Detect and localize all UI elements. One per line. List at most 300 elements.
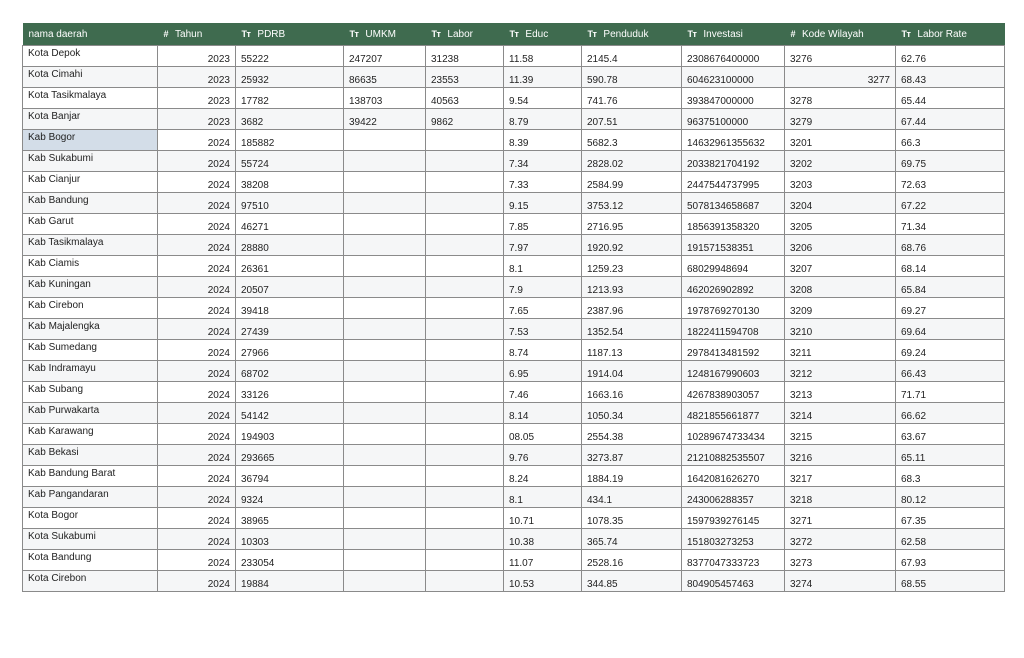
cell-investasi[interactable]: 4821855661877 [682, 403, 785, 424]
cell-labor-rate[interactable]: 67.93 [896, 550, 1005, 571]
cell-educ[interactable]: 7.34 [504, 151, 582, 172]
cell-labor[interactable]: 23553 [426, 67, 504, 88]
cell-nama-daerah[interactable]: Kab Bandung Barat [23, 466, 158, 487]
cell-penduduk[interactable]: 344.85 [582, 571, 682, 592]
column-header-pdrb[interactable] [236, 23, 344, 46]
cell-umkm[interactable] [344, 172, 426, 193]
cell-tahun[interactable]: 2024 [158, 382, 236, 403]
cell-labor[interactable] [426, 214, 504, 235]
cell-tahun[interactable]: 2024 [158, 529, 236, 550]
cell-educ[interactable]: 8.14 [504, 403, 582, 424]
cell-educ[interactable]: 7.9 [504, 277, 582, 298]
cell-tahun[interactable]: 2024 [158, 466, 236, 487]
cell-labor[interactable] [426, 319, 504, 340]
table-row [23, 214, 1005, 235]
cell-tahun[interactable]: 2024 [158, 487, 236, 508]
cell-pdrb[interactable]: 38965 [236, 508, 344, 529]
table-row [23, 109, 1005, 130]
cell-tahun[interactable]: 2024 [158, 256, 236, 277]
cell-pdrb[interactable]: 27439 [236, 319, 344, 340]
cell-kode-wilayah[interactable]: 3205 [785, 214, 896, 235]
cell-investasi[interactable]: 2978413481592 [682, 340, 785, 361]
cell-nama-daerah[interactable]: Kota Sukabumi [23, 529, 158, 550]
cell-educ[interactable]: 7.85 [504, 214, 582, 235]
cell-penduduk[interactable]: 207.51 [582, 109, 682, 130]
table-row [23, 487, 1005, 508]
cell-labor-rate[interactable]: 65.44 [896, 88, 1005, 109]
cell-educ[interactable]: 7.46 [504, 382, 582, 403]
number-type-icon: # [790, 28, 796, 39]
column-header-labor-rate[interactable] [896, 23, 1005, 46]
cell-pdrb[interactable]: 68702 [236, 361, 344, 382]
cell-labor-rate[interactable]: 66.43 [896, 361, 1005, 382]
cell-nama-daerah[interactable]: Kota Banjar [23, 109, 158, 130]
cell-tahun[interactable]: 2024 [158, 298, 236, 319]
cell-umkm[interactable] [344, 361, 426, 382]
cell-umkm[interactable] [344, 382, 426, 403]
cell-kode-wilayah[interactable]: 3276 [785, 46, 896, 67]
column-header-labor[interactable] [426, 23, 504, 46]
cell-nama-daerah[interactable]: Kab Kuningan [23, 277, 158, 298]
cell-labor-rate[interactable]: 71.71 [896, 382, 1005, 403]
cell-nama-daerah[interactable]: Kab Cianjur [23, 172, 158, 193]
cell-tahun[interactable]: 2024 [158, 571, 236, 592]
table-row [23, 67, 1005, 88]
table-row [23, 361, 1005, 382]
cell-educ[interactable]: 9.76 [504, 445, 582, 466]
column-header-investasi[interactable] [682, 23, 785, 46]
cell-labor[interactable] [426, 550, 504, 571]
cell-tahun[interactable]: 2024 [158, 193, 236, 214]
cell-pdrb[interactable]: 28880 [236, 235, 344, 256]
cell-tahun[interactable]: 2024 [158, 424, 236, 445]
cell-umkm[interactable] [344, 466, 426, 487]
cell-penduduk[interactable]: 1187.13 [582, 340, 682, 361]
cell-investasi[interactable]: 804905457463 [682, 571, 785, 592]
cell-tahun[interactable]: 2024 [158, 130, 236, 151]
table-row [23, 193, 1005, 214]
cell-labor-rate[interactable]: 68.55 [896, 571, 1005, 592]
header-row [23, 23, 1005, 46]
column-header-educ[interactable] [504, 23, 582, 46]
cell-pdrb[interactable]: 10303 [236, 529, 344, 550]
cell-labor[interactable]: 40563 [426, 88, 504, 109]
cell-penduduk[interactable]: 2387.96 [582, 298, 682, 319]
cell-pdrb[interactable]: 97510 [236, 193, 344, 214]
cell-labor-rate[interactable]: 63.67 [896, 424, 1005, 445]
cell-pdrb[interactable]: 20507 [236, 277, 344, 298]
cell-labor-rate[interactable]: 66.62 [896, 403, 1005, 424]
cell-penduduk[interactable]: 1078.35 [582, 508, 682, 529]
cell-investasi[interactable]: 191571538351 [682, 235, 785, 256]
cell-labor[interactable]: 31238 [426, 46, 504, 67]
cell-labor[interactable] [426, 508, 504, 529]
table-row [23, 382, 1005, 403]
cell-penduduk[interactable]: 1050.34 [582, 403, 682, 424]
table-body [23, 46, 1005, 592]
cell-kode-wilayah[interactable]: 3215 [785, 424, 896, 445]
cell-pdrb[interactable]: 194903 [236, 424, 344, 445]
cell-tahun[interactable]: 2024 [158, 151, 236, 172]
cell-educ[interactable]: 8.24 [504, 466, 582, 487]
cell-pdrb[interactable]: 27966 [236, 340, 344, 361]
cell-pdrb[interactable]: 55222 [236, 46, 344, 67]
cell-nama-daerah[interactable]: Kota Bandung [23, 550, 158, 571]
cell-kode-wilayah[interactable]: 3272 [785, 529, 896, 550]
cell-labor[interactable] [426, 361, 504, 382]
cell-investasi[interactable]: 2447544737995 [682, 172, 785, 193]
cell-kode-wilayah[interactable]: 3211 [785, 340, 896, 361]
column-header-penduduk[interactable] [582, 23, 682, 46]
cell-penduduk[interactable]: 434.1 [582, 487, 682, 508]
data-table [22, 23, 1005, 592]
cell-labor[interactable] [426, 487, 504, 508]
cell-kode-wilayah[interactable]: 3206 [785, 235, 896, 256]
cell-educ[interactable]: 11.07 [504, 550, 582, 571]
cell-kode-wilayah[interactable]: 3216 [785, 445, 896, 466]
cell-pdrb[interactable]: 38208 [236, 172, 344, 193]
cell-labor-rate[interactable]: 68.14 [896, 256, 1005, 277]
cell-pdrb[interactable]: 293665 [236, 445, 344, 466]
column-header-kode-wilayah[interactable] [785, 23, 896, 46]
cell-labor-rate[interactable]: 69.24 [896, 340, 1005, 361]
cell-kode-wilayah[interactable]: 3217 [785, 466, 896, 487]
cell-umkm[interactable] [344, 130, 426, 151]
cell-investasi[interactable]: 1642081626270 [682, 466, 785, 487]
cell-labor-rate[interactable]: 71.34 [896, 214, 1005, 235]
cell-penduduk[interactable]: 2584.99 [582, 172, 682, 193]
cell-penduduk[interactable]: 2528.16 [582, 550, 682, 571]
cell-penduduk[interactable]: 2828.02 [582, 151, 682, 172]
cell-umkm[interactable] [344, 256, 426, 277]
cell-educ[interactable]: 7.65 [504, 298, 582, 319]
cell-penduduk[interactable]: 1914.04 [582, 361, 682, 382]
cell-educ[interactable]: 08.05 [504, 424, 582, 445]
cell-pdrb[interactable]: 54142 [236, 403, 344, 424]
cell-kode-wilayah[interactable]: 3203 [785, 172, 896, 193]
column-header-label: Tahun [175, 28, 203, 40]
cell-tahun[interactable]: 2024 [158, 403, 236, 424]
cell-labor-rate[interactable]: 68.76 [896, 235, 1005, 256]
cell-investasi[interactable]: 2308676400000 [682, 46, 785, 67]
cell-kode-wilayah[interactable]: 3279 [785, 109, 896, 130]
table-row [23, 529, 1005, 550]
cell-tahun[interactable]: 2023 [158, 46, 236, 67]
cell-penduduk[interactable]: 365.74 [582, 529, 682, 550]
cell-penduduk[interactable]: 590.78 [582, 67, 682, 88]
cell-nama-daerah[interactable]: Kota Cirebon [23, 571, 158, 592]
cell-nama-daerah[interactable]: Kota Bogor [23, 508, 158, 529]
cell-educ[interactable]: 10.71 [504, 508, 582, 529]
cell-pdrb[interactable]: 25932 [236, 67, 344, 88]
cell-investasi[interactable]: 393847000000 [682, 88, 785, 109]
cell-penduduk[interactable]: 3753.12 [582, 193, 682, 214]
cell-nama-daerah[interactable]: Kab Garut [23, 214, 158, 235]
cell-labor-rate[interactable]: 66.3 [896, 130, 1005, 151]
cell-labor-rate[interactable]: 67.35 [896, 508, 1005, 529]
cell-pdrb[interactable]: 17782 [236, 88, 344, 109]
table-row [23, 550, 1005, 571]
cell-labor[interactable] [426, 256, 504, 277]
cell-labor-rate[interactable]: 80.12 [896, 487, 1005, 508]
cell-nama-daerah[interactable]: Kab Purwakarta [23, 403, 158, 424]
cell-kode-wilayah[interactable]: 3212 [785, 361, 896, 382]
cell-labor[interactable] [426, 424, 504, 445]
cell-pdrb[interactable]: 233054 [236, 550, 344, 571]
cell-umkm[interactable] [344, 445, 426, 466]
cell-pdrb[interactable]: 26361 [236, 256, 344, 277]
cell-kode-wilayah[interactable]: 3277 [785, 67, 896, 88]
cell-pdrb[interactable]: 9324 [236, 487, 344, 508]
table-row [23, 130, 1005, 151]
cell-labor[interactable] [426, 529, 504, 550]
cell-umkm[interactable] [344, 508, 426, 529]
cell-educ[interactable]: 10.53 [504, 571, 582, 592]
cell-investasi[interactable]: 5078134658687 [682, 193, 785, 214]
cell-educ[interactable]: 8.1 [504, 256, 582, 277]
cell-tahun[interactable]: 2024 [158, 361, 236, 382]
cell-labor-rate[interactable]: 69.27 [896, 298, 1005, 319]
cell-nama-daerah[interactable]: Kab Majalengka [23, 319, 158, 340]
cell-labor-rate[interactable]: 72.63 [896, 172, 1005, 193]
cell-umkm[interactable] [344, 550, 426, 571]
table-row [23, 235, 1005, 256]
cell-penduduk[interactable]: 2145.4 [582, 46, 682, 67]
cell-penduduk[interactable]: 1663.16 [582, 382, 682, 403]
cell-educ[interactable]: 11.58 [504, 46, 582, 67]
cell-tahun[interactable]: 2023 [158, 67, 236, 88]
cell-labor-rate[interactable]: 62.76 [896, 46, 1005, 67]
cell-kode-wilayah[interactable]: 3202 [785, 151, 896, 172]
cell-investasi[interactable]: 8377047333723 [682, 550, 785, 571]
cell-educ[interactable]: 8.79 [504, 109, 582, 130]
cell-educ[interactable]: 10.38 [504, 529, 582, 550]
cell-labor[interactable] [426, 193, 504, 214]
cell-penduduk[interactable]: 741.76 [582, 88, 682, 109]
cell-labor-rate[interactable]: 69.75 [896, 151, 1005, 172]
column-header-umkm[interactable] [344, 23, 426, 46]
cell-labor[interactable] [426, 172, 504, 193]
text-type-icon: Tт [587, 28, 597, 39]
cell-labor[interactable] [426, 571, 504, 592]
cell-kode-wilayah[interactable]: 3273 [785, 550, 896, 571]
cell-tahun[interactable]: 2024 [158, 445, 236, 466]
cell-labor-rate[interactable]: 67.22 [896, 193, 1005, 214]
cell-nama-daerah[interactable]: Kab Karawang [23, 424, 158, 445]
cell-umkm[interactable] [344, 571, 426, 592]
cell-labor[interactable]: 9862 [426, 109, 504, 130]
cell-labor[interactable] [426, 445, 504, 466]
cell-umkm[interactable] [344, 403, 426, 424]
cell-educ[interactable]: 7.33 [504, 172, 582, 193]
cell-investasi[interactable]: 1856391358320 [682, 214, 785, 235]
cell-penduduk[interactable]: 2716.95 [582, 214, 682, 235]
cell-nama-daerah[interactable]: Kab Indramayu [23, 361, 158, 382]
cell-nama-daerah[interactable]: Kota Tasikmalaya [23, 88, 158, 109]
cell-penduduk[interactable]: 3273.87 [582, 445, 682, 466]
cell-investasi[interactable]: 2033821704192 [682, 151, 785, 172]
cell-educ[interactable]: 6.95 [504, 361, 582, 382]
cell-nama-daerah[interactable]: Kab Sukabumi [23, 151, 158, 172]
cell-labor[interactable] [426, 151, 504, 172]
cell-umkm[interactable] [344, 424, 426, 445]
cell-investasi[interactable]: 14632961355632 [682, 130, 785, 151]
cell-labor-rate[interactable]: 62.58 [896, 529, 1005, 550]
cell-umkm[interactable] [344, 151, 426, 172]
column-header-label: Kode Wilayah [802, 28, 864, 40]
cell-labor-rate[interactable]: 65.11 [896, 445, 1005, 466]
cell-educ[interactable]: 8.74 [504, 340, 582, 361]
cell-tahun[interactable]: 2024 [158, 214, 236, 235]
cell-educ[interactable]: 9.54 [504, 88, 582, 109]
cell-tahun[interactable]: 2024 [158, 508, 236, 529]
spreadsheet-container [22, 23, 1004, 592]
cell-nama-daerah[interactable]: Kab Bogor [23, 130, 158, 151]
column-header-label: Labor Rate [917, 28, 967, 40]
number-type-icon: # [163, 28, 169, 39]
table-row [23, 466, 1005, 487]
cell-kode-wilayah[interactable]: 3209 [785, 298, 896, 319]
cell-nama-daerah[interactable]: Kab Bekasi [23, 445, 158, 466]
cell-tahun[interactable]: 2024 [158, 550, 236, 571]
cell-kode-wilayah[interactable]: 3210 [785, 319, 896, 340]
cell-pdrb[interactable]: 46271 [236, 214, 344, 235]
cell-pdrb[interactable]: 3682 [236, 109, 344, 130]
table-row [23, 424, 1005, 445]
cell-investasi[interactable]: 604623100000 [682, 67, 785, 88]
cell-nama-daerah[interactable]: Kota Depok [23, 46, 158, 67]
cell-pdrb[interactable]: 185882 [236, 130, 344, 151]
cell-investasi[interactable]: 21210882535507 [682, 445, 785, 466]
cell-umkm[interactable] [344, 298, 426, 319]
cell-investasi[interactable]: 462026902892 [682, 277, 785, 298]
cell-investasi[interactable]: 151803273253 [682, 529, 785, 550]
column-header-label: PDRB [257, 28, 286, 40]
cell-tahun[interactable]: 2023 [158, 88, 236, 109]
cell-labor[interactable] [426, 340, 504, 361]
cell-investasi[interactable]: 96375100000 [682, 109, 785, 130]
column-header-label: Educ [525, 28, 549, 40]
cell-investasi[interactable]: 1822411594708 [682, 319, 785, 340]
cell-educ[interactable]: 7.53 [504, 319, 582, 340]
cell-kode-wilayah[interactable]: 3208 [785, 277, 896, 298]
column-header-tahun[interactable] [158, 23, 236, 46]
cell-kode-wilayah[interactable]: 3218 [785, 487, 896, 508]
cell-kode-wilayah[interactable]: 3213 [785, 382, 896, 403]
cell-labor[interactable] [426, 277, 504, 298]
cell-nama-daerah[interactable]: Kab Sumedang [23, 340, 158, 361]
cell-nama-daerah[interactable]: Kab Ciamis [23, 256, 158, 277]
cell-labor-rate[interactable]: 69.64 [896, 319, 1005, 340]
cell-investasi[interactable]: 1978769270130 [682, 298, 785, 319]
cell-umkm[interactable] [344, 487, 426, 508]
cell-educ[interactable]: 8.1 [504, 487, 582, 508]
cell-kode-wilayah[interactable]: 3204 [785, 193, 896, 214]
cell-nama-daerah[interactable]: Kab Pangandaran [23, 487, 158, 508]
cell-kode-wilayah[interactable]: 3271 [785, 508, 896, 529]
column-header-nama-daerah[interactable] [23, 23, 158, 46]
cell-penduduk[interactable]: 2554.38 [582, 424, 682, 445]
cell-labor-rate[interactable]: 68.43 [896, 67, 1005, 88]
cell-umkm[interactable] [344, 193, 426, 214]
cell-educ[interactable]: 8.39 [504, 130, 582, 151]
cell-labor[interactable] [426, 382, 504, 403]
cell-pdrb[interactable]: 19884 [236, 571, 344, 592]
cell-penduduk[interactable]: 5682.3 [582, 130, 682, 151]
cell-labor-rate[interactable]: 68.3 [896, 466, 1005, 487]
cell-tahun[interactable]: 2024 [158, 235, 236, 256]
cell-educ[interactable]: 9.15 [504, 193, 582, 214]
table-row [23, 172, 1005, 193]
cell-kode-wilayah[interactable]: 3201 [785, 130, 896, 151]
cell-penduduk[interactable]: 1259.23 [582, 256, 682, 277]
cell-nama-daerah[interactable]: Kab Tasikmalaya [23, 235, 158, 256]
cell-tahun[interactable]: 2023 [158, 109, 236, 130]
cell-labor[interactable] [426, 403, 504, 424]
cell-penduduk[interactable]: 1920.92 [582, 235, 682, 256]
table-row [23, 46, 1005, 67]
cell-educ[interactable]: 11.39 [504, 67, 582, 88]
cell-labor[interactable] [426, 298, 504, 319]
cell-labor[interactable] [426, 130, 504, 151]
cell-kode-wilayah[interactable]: 3274 [785, 571, 896, 592]
cell-pdrb[interactable]: 36794 [236, 466, 344, 487]
cell-umkm[interactable] [344, 214, 426, 235]
cell-umkm[interactable] [344, 235, 426, 256]
cell-umkm[interactable] [344, 340, 426, 361]
text-type-icon: Tт [509, 28, 519, 39]
cell-tahun[interactable]: 2024 [158, 277, 236, 298]
cell-penduduk[interactable]: 1213.93 [582, 277, 682, 298]
cell-investasi[interactable]: 243006288357 [682, 487, 785, 508]
cell-penduduk[interactable]: 1352.54 [582, 319, 682, 340]
cell-nama-daerah[interactable]: Kab Bandung [23, 193, 158, 214]
cell-umkm[interactable] [344, 319, 426, 340]
cell-investasi[interactable]: 1597939276145 [682, 508, 785, 529]
cell-labor[interactable] [426, 466, 504, 487]
cell-labor[interactable] [426, 235, 504, 256]
cell-pdrb[interactable]: 39418 [236, 298, 344, 319]
text-type-icon: Tт [349, 28, 359, 39]
cell-umkm[interactable]: 86635 [344, 67, 426, 88]
cell-umkm[interactable] [344, 529, 426, 550]
cell-penduduk[interactable]: 1884.19 [582, 466, 682, 487]
cell-pdrb[interactable]: 33126 [236, 382, 344, 403]
cell-investasi[interactable]: 10289674733434 [682, 424, 785, 445]
cell-nama-daerah[interactable]: Kab Cirebon [23, 298, 158, 319]
cell-nama-daerah[interactable]: Kab Subang [23, 382, 158, 403]
cell-pdrb[interactable]: 55724 [236, 151, 344, 172]
cell-kode-wilayah[interactable]: 3214 [785, 403, 896, 424]
cell-tahun[interactable]: 2024 [158, 172, 236, 193]
cell-investasi[interactable]: 4267838903057 [682, 382, 785, 403]
cell-umkm[interactable]: 247207 [344, 46, 426, 67]
cell-labor-rate[interactable]: 67.44 [896, 109, 1005, 130]
cell-investasi[interactable]: 1248167990603 [682, 361, 785, 382]
cell-educ[interactable]: 7.97 [504, 235, 582, 256]
cell-kode-wilayah[interactable]: 3207 [785, 256, 896, 277]
cell-umkm[interactable]: 138703 [344, 88, 426, 109]
cell-umkm[interactable] [344, 277, 426, 298]
table-row [23, 277, 1005, 298]
cell-umkm[interactable]: 39422 [344, 109, 426, 130]
cell-tahun[interactable]: 2024 [158, 319, 236, 340]
cell-investasi[interactable]: 68029948694 [682, 256, 785, 277]
cell-labor-rate[interactable]: 65.84 [896, 277, 1005, 298]
cell-tahun[interactable]: 2024 [158, 340, 236, 361]
cell-nama-daerah[interactable]: Kota Cimahi [23, 67, 158, 88]
cell-kode-wilayah[interactable]: 3278 [785, 88, 896, 109]
